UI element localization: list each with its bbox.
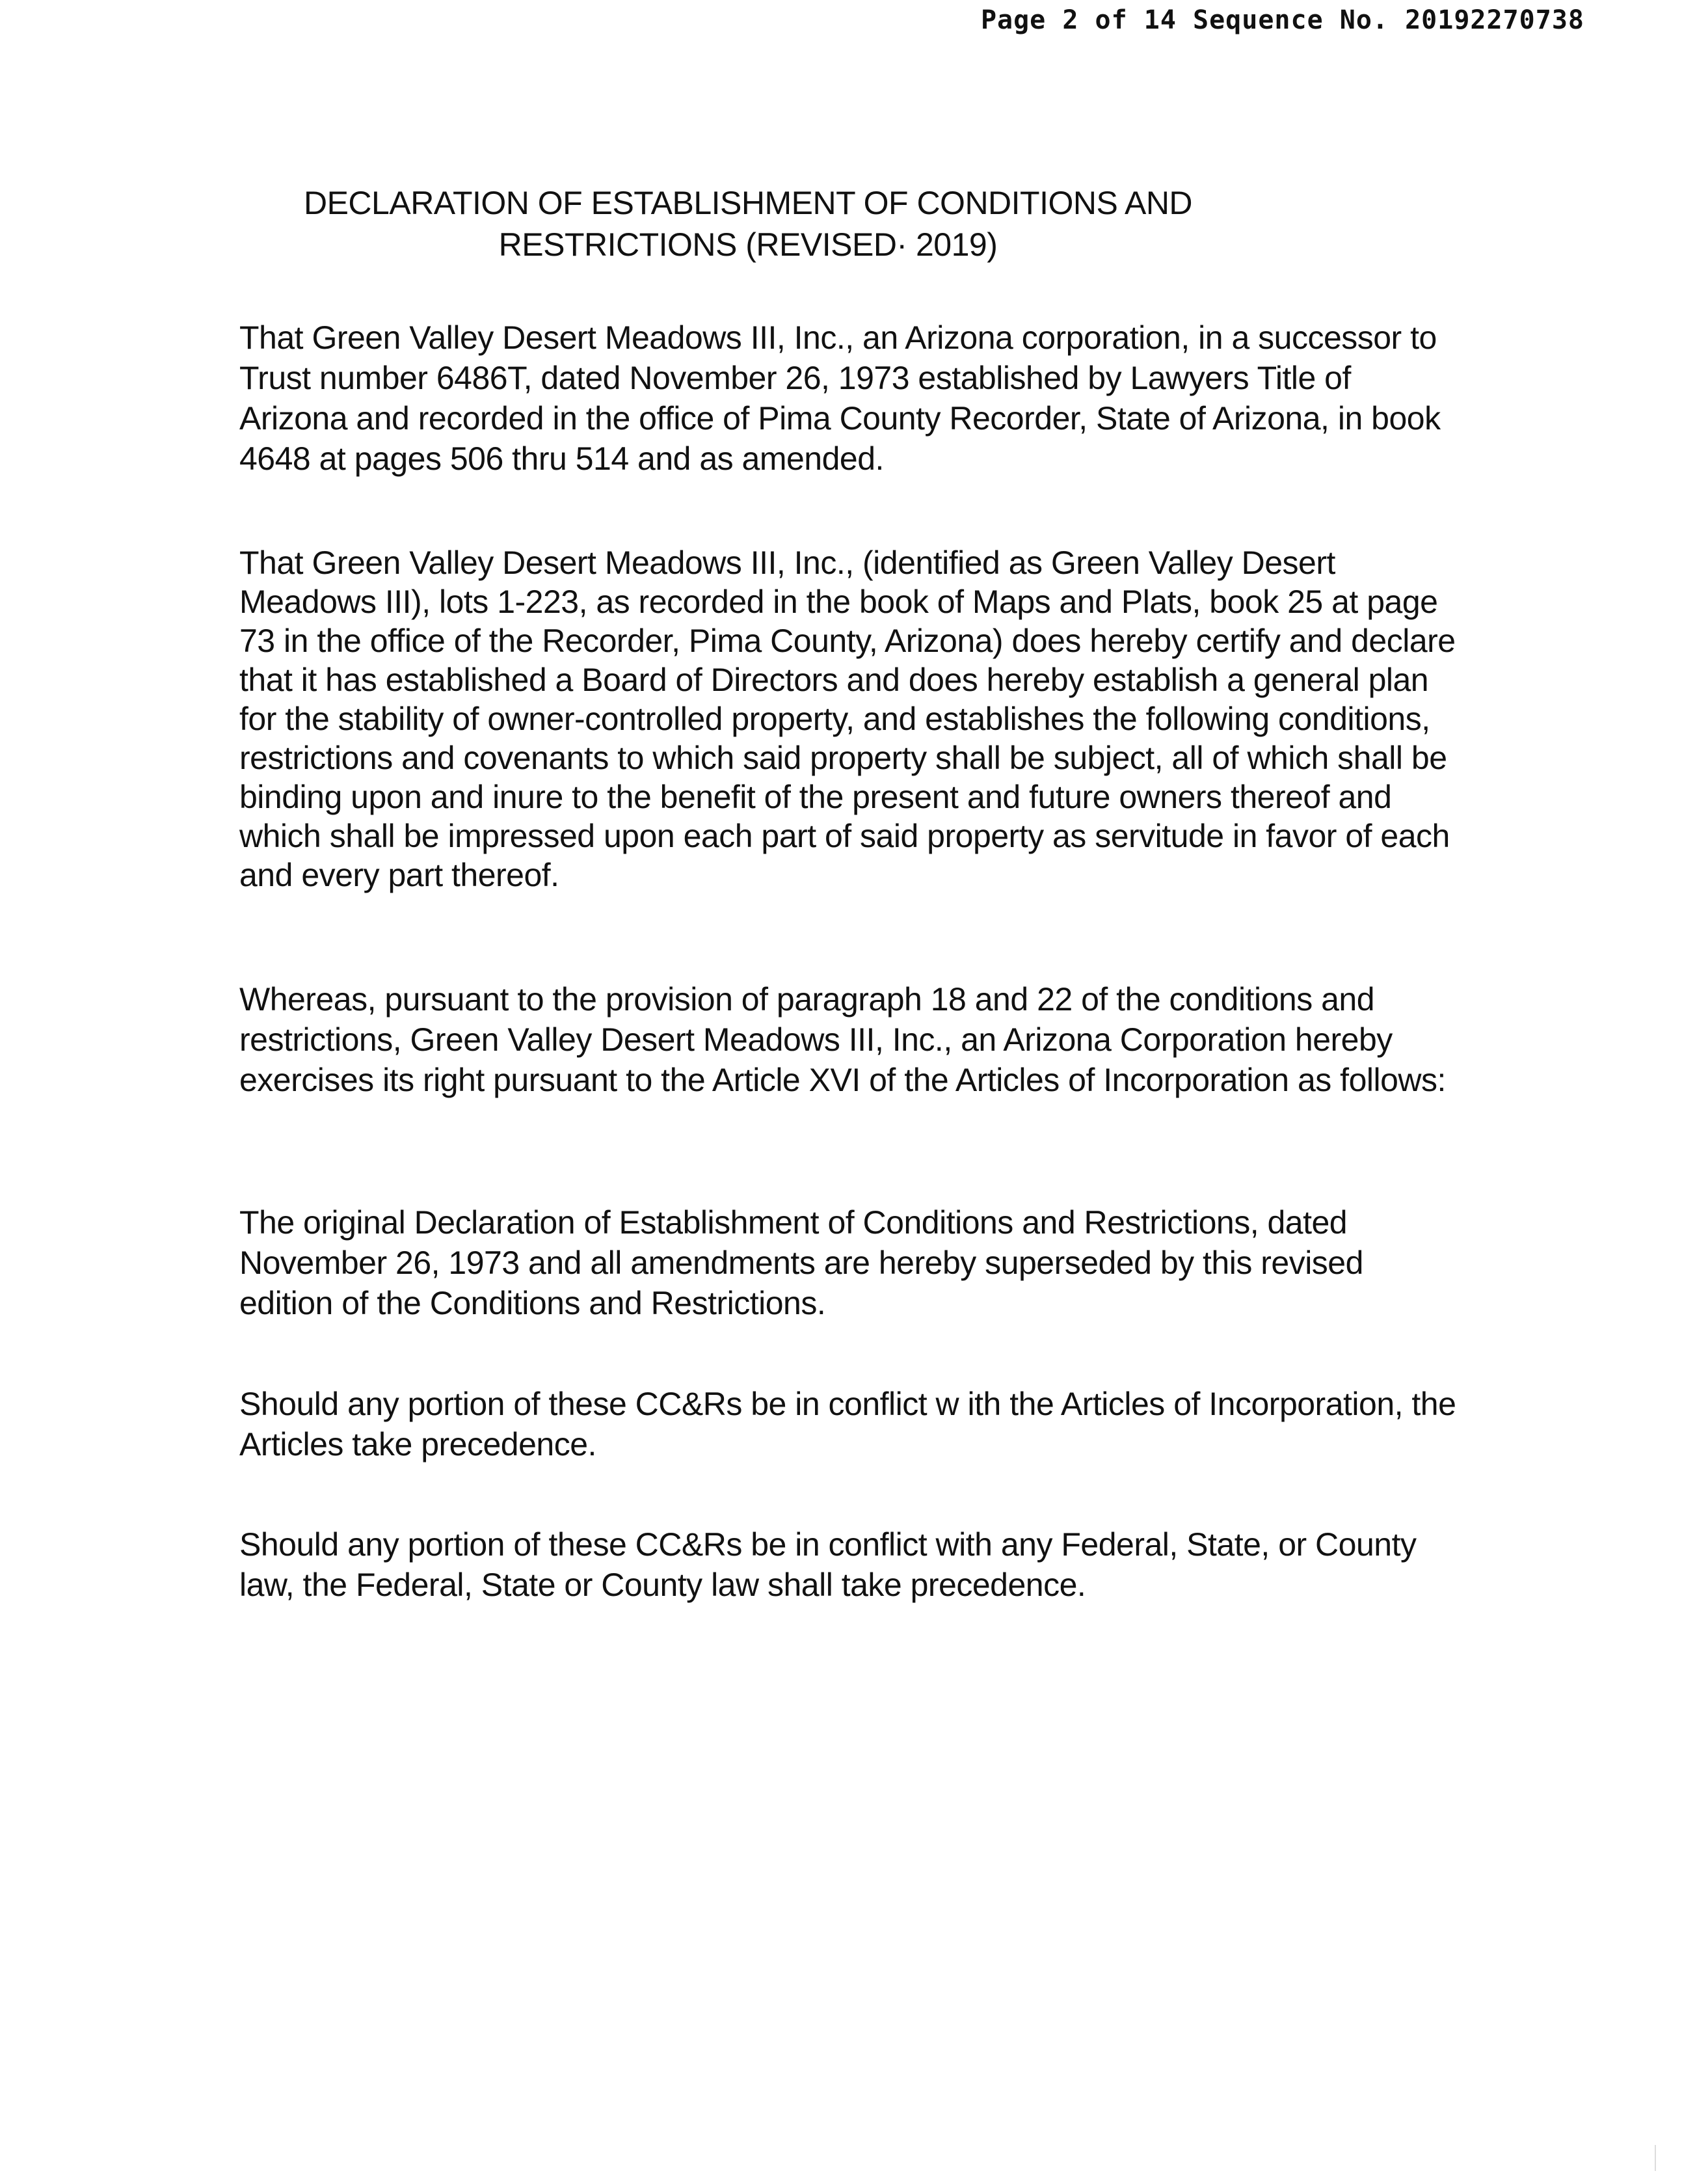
paragraph-corporation-intro — [239, 317, 1462, 479]
document-title — [195, 182, 1301, 265]
paragraph-supersede — [239, 1202, 1462, 1323]
sequence-number: 20192270738 — [1405, 5, 1584, 35]
paragraph-text: Should any portion of these CC&Rs be in conflict with any Federal, State, or County law, the Federal, State or County law shall take precedence. — [239, 1526, 1417, 1603]
page-header — [981, 5, 1584, 35]
paragraph-text: The original Declaration of Establishment of Conditions and Restrictions, dated November 26, 1973 and all amendments are hereby superseded by this revised edition of the Conditions and Restrictions. — [239, 1204, 1363, 1321]
paragraph-text: That Green Valley Desert Meadows III, Inc., an Arizona corporation, in a successor to Trust number 6486T, dated November 26, 1973 established by Lawyers Title of Arizona and recorded in the office of Pima County Recorder, State of Arizona, in book 4648 at pages 506 thru 514 and as amended. — [239, 319, 1441, 477]
paragraph-certification — [239, 543, 1462, 895]
paragraph-text: That Green Valley Desert Meadows III, Inc., (identified as Green Valley Desert Meadows III), lots 1-223, as recorded in the book of Maps and Plats, book 25 at page 73 in the office of the Recorder, Pima County, Arizona) does hereby certify and declare that it has established a Board of Directors and does hereby establish a general plan for the stability of owner-controlled property, and establishes the following conditions, restrictions and covenants to which said property shall be subject, all of which shall be binding upon and inure to the benefit of the present and future owners thereof and which shall be impressed upon each part of said property as servitude in favor of each and every part thereof. — [239, 545, 1456, 893]
paragraph-text: Whereas, pursuant to the provision of paragraph 18 and 22 of the conditions and restrictions, Green Valley Desert Meadows III, Inc., an Arizona Corporation hereby exercises its right pursuant to the Article XVI of the Articles of Incorporation as follows: — [239, 981, 1446, 1098]
sequence-label: Sequence No. — [1193, 5, 1389, 35]
paragraph-whereas — [239, 979, 1462, 1100]
title-line-1: DECLARATION OF ESTABLISHMENT OF CONDITIONS AND — [303, 185, 1193, 221]
paragraph-articles-precedence — [239, 1384, 1462, 1464]
paragraph-text: Should any portion of these CC&Rs be in conflict w ith the Articles of Incorporation, the Articles take precedence. — [239, 1386, 1456, 1463]
scan-edge-mark — [1655, 2145, 1656, 2171]
title-line-2: RESTRICTIONS (REVISED· 2019) — [498, 226, 998, 263]
paragraph-law-precedence — [239, 1524, 1462, 1605]
page-number-label: Page 2 of 14 — [980, 5, 1177, 35]
